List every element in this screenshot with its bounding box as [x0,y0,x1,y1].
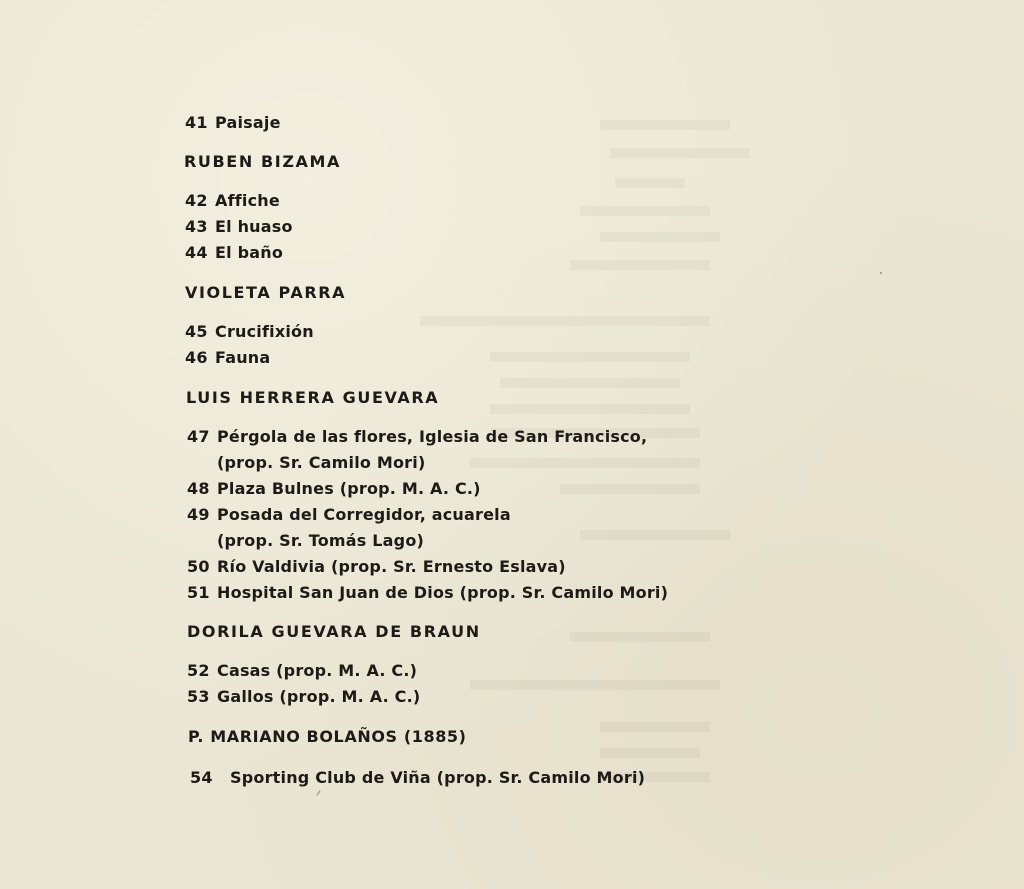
paper-speck [316,790,320,795]
catalog-entry [185,348,270,367]
entry-title: Fauna [215,348,271,367]
artist-heading: RUBEN BIZAMA [184,152,342,171]
entry-number: 43 [185,217,208,236]
entry-number: 42 [185,191,208,210]
artist-heading: DORILA GUEVARA DE BRAUN [187,622,481,641]
entry-title: Sporting Club de Viña (prop. Sr. Camilo Mori) [230,768,646,787]
entry-title: Plaza Bulnes (prop. M. A. C.) [217,479,481,498]
entry-number: 54 [190,768,213,787]
entry-number: 49 [187,505,210,524]
catalog-entry [185,113,281,132]
paper-speck [880,272,882,274]
catalog-entry [190,768,645,787]
entry-title: Pérgola de las flores, Iglesia de San Francisco, [217,427,648,446]
artist-heading: LUIS HERRERA GUEVARA [186,388,440,407]
entry-number: 50 [187,557,210,576]
entry-title: Río Valdivia (prop. Sr. Ernesto Eslava) [217,557,566,576]
catalog-entry [187,505,511,524]
entry-number: 44 [185,243,208,262]
catalog-entry [185,322,314,341]
entry-number: 53 [187,687,210,706]
entry-number: 48 [187,479,210,498]
entry-continuation: (prop. Sr. Tomás Lago) [217,531,425,550]
catalog-entry [185,217,293,236]
entry-title: El huaso [215,217,293,236]
entry-title: Casas (prop. M. A. C.) [217,661,418,680]
catalog-entry [185,191,280,210]
entry-title: Gallos (prop. M. A. C.) [217,687,421,706]
entry-continuation: (prop. Sr. Camilo Mori) [217,453,426,472]
entry-number: 52 [187,661,210,680]
entry-title: Paisaje [215,113,281,132]
entry-title: Posada del Corregidor, acuarela [217,505,511,524]
entry-title: Affiche [215,191,280,210]
entry-number: 47 [187,427,210,446]
catalog-entry [185,243,283,262]
entry-title: Hospital San Juan de Dios (prop. Sr. Camilo Mori) [217,583,669,602]
entry-title: El baño [215,243,284,262]
catalog-entry [187,687,420,706]
entry-title: Crucifixión [215,322,314,341]
artist-heading: P. MARIANO BOLAÑOS (1885) [188,727,467,746]
entry-number: 45 [185,322,208,341]
catalog-entry [187,661,417,680]
entry-number: 46 [185,348,208,367]
artist-heading: VIOLETA PARRA [185,283,347,302]
catalog-entry [187,479,481,498]
entry-number: 41 [185,113,208,132]
catalog-entry [187,557,566,576]
catalog-entry [187,427,647,446]
catalog-entry [187,583,668,602]
entry-number: 51 [187,583,210,602]
